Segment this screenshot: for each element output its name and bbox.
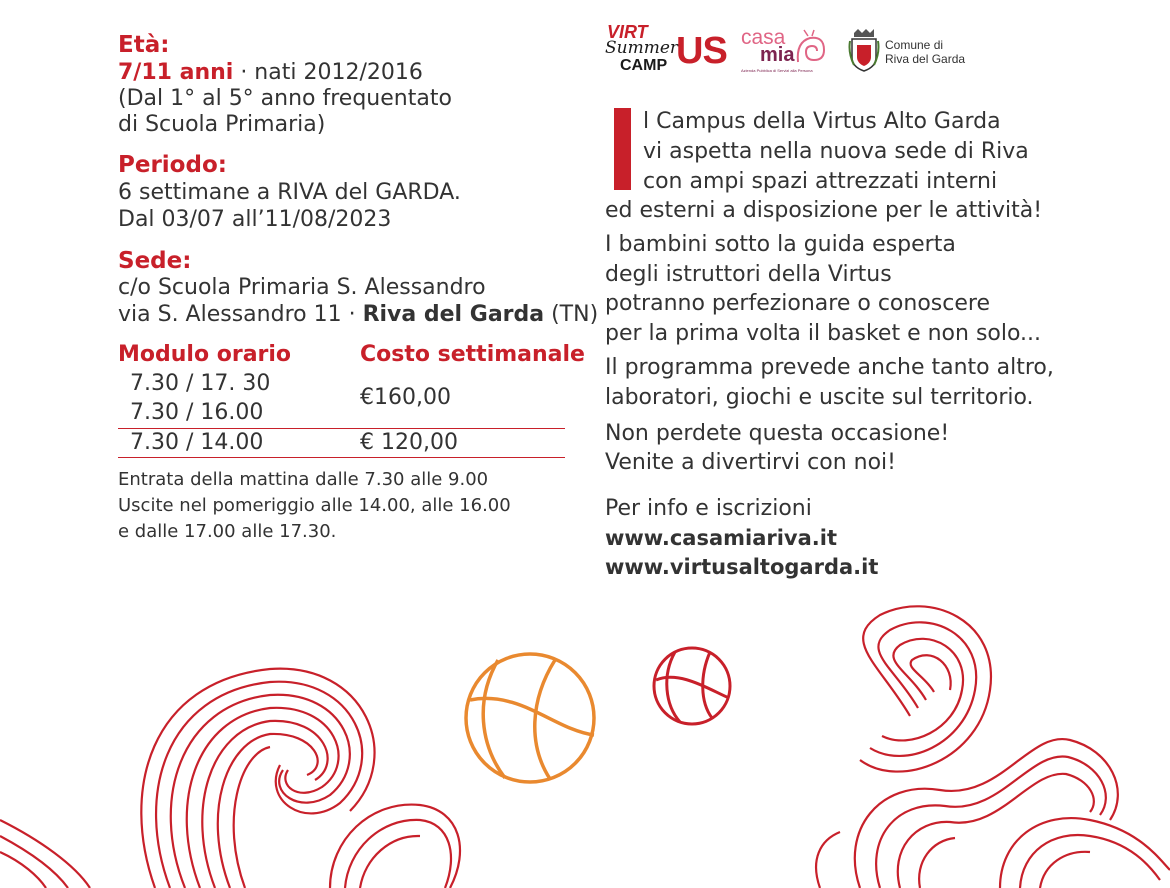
basketball-icon xyxy=(466,654,594,782)
right-swirl xyxy=(816,606,1170,888)
logo-virtus-us: US xyxy=(676,30,727,72)
logo-casa-subtitle: Azienda Pubblica di Servizi alla Persona xyxy=(741,68,813,73)
periodo-label: Periodo: xyxy=(118,152,227,178)
sede-province: (TN) xyxy=(544,302,599,327)
para2-line4: per la prima volta il basket e non solo... xyxy=(605,321,1042,346)
eta-years: · nati 2012/2016 xyxy=(233,60,423,85)
para2-line2: degli istruttori della Virtus xyxy=(605,262,892,287)
eta-label: Età: xyxy=(118,32,170,58)
para3-line2: laboratori, giochi e uscite sul territorio. xyxy=(605,385,1034,410)
logo-virtus-camp: CAMP xyxy=(620,57,668,74)
table-row2-cost: € 120,00 xyxy=(360,430,458,455)
periodo-line1: 6 settimane a RIVA del GARDA. xyxy=(118,180,461,205)
comune-line1: Comune di xyxy=(885,38,944,52)
link-virtusaltogarda[interactable]: www.virtusaltogarda.it xyxy=(605,555,879,579)
para2-line3: potranno perfezionare o conoscere xyxy=(605,291,990,316)
intro-line2: vi aspetta nella nuova sede di Riva xyxy=(643,139,1029,164)
table-row1-cost: €160,00 xyxy=(360,385,451,410)
table-header-time: Modulo orario xyxy=(118,342,292,367)
para4-line2: Venite a divertirvi con noi! xyxy=(605,450,896,475)
logo-virtus-top: VIRT xyxy=(607,22,648,42)
sede-line1: c/o Scuola Primaria S. Alessandro xyxy=(118,275,486,300)
eta-line2: (Dal 1° al 5° anno frequentato xyxy=(118,86,452,111)
eta-age: 7/11 anni xyxy=(118,60,234,85)
logo-virtus-script: Summer xyxy=(605,38,679,58)
table-header-cost: Costo settimanale xyxy=(360,342,585,367)
note-exit-late: e dalle 17.00 alle 17.30. xyxy=(118,521,337,542)
intro-line3: con ampi spazi attrezzati interni xyxy=(643,169,998,194)
table-row1-time-a: 7.30 / 17. 30 xyxy=(130,371,271,396)
para2-line1: I bambini sotto la guida esperta xyxy=(605,232,956,257)
note-entry: Entrata della mattina dalle 7.30 alle 9.00 xyxy=(118,469,489,490)
sede-city: Riva del Garda xyxy=(362,302,545,327)
sede-label: Sede: xyxy=(118,248,192,274)
note-exit: Uscite nel pomeriggio alle 14.00, alle 16.00 xyxy=(118,495,511,516)
table-row1-time-b: 7.30 / 16.00 xyxy=(130,400,264,425)
para3-line1: Il programma prevede anche tanto altro, xyxy=(605,355,1054,380)
left-swirl xyxy=(0,669,460,888)
intro-line4: ed esterni a disposizione per le attività! xyxy=(605,198,1043,223)
table-row2-time: 7.30 / 14.00 xyxy=(130,430,264,455)
periodo-line2: Dal 03/07 all’11/08/2023 xyxy=(118,207,392,232)
eta-line3: di Scuola Primaria) xyxy=(118,112,326,137)
logo-mia: mia xyxy=(760,44,795,66)
intro-line1: l Campus della Virtus Alto Garda xyxy=(643,109,1001,134)
para4-line1: Non perdete questa occasione! xyxy=(605,421,950,446)
logo-casa: casa xyxy=(741,26,786,49)
info-label: Per info e iscrizioni xyxy=(605,496,812,521)
basketball-icon-small xyxy=(654,648,730,724)
comune-line2: Riva del Garda xyxy=(885,52,966,66)
sede-street: via S. Alessandro 11 · xyxy=(118,302,363,327)
link-casamiariva[interactable]: www.casamiariva.it xyxy=(605,526,838,550)
